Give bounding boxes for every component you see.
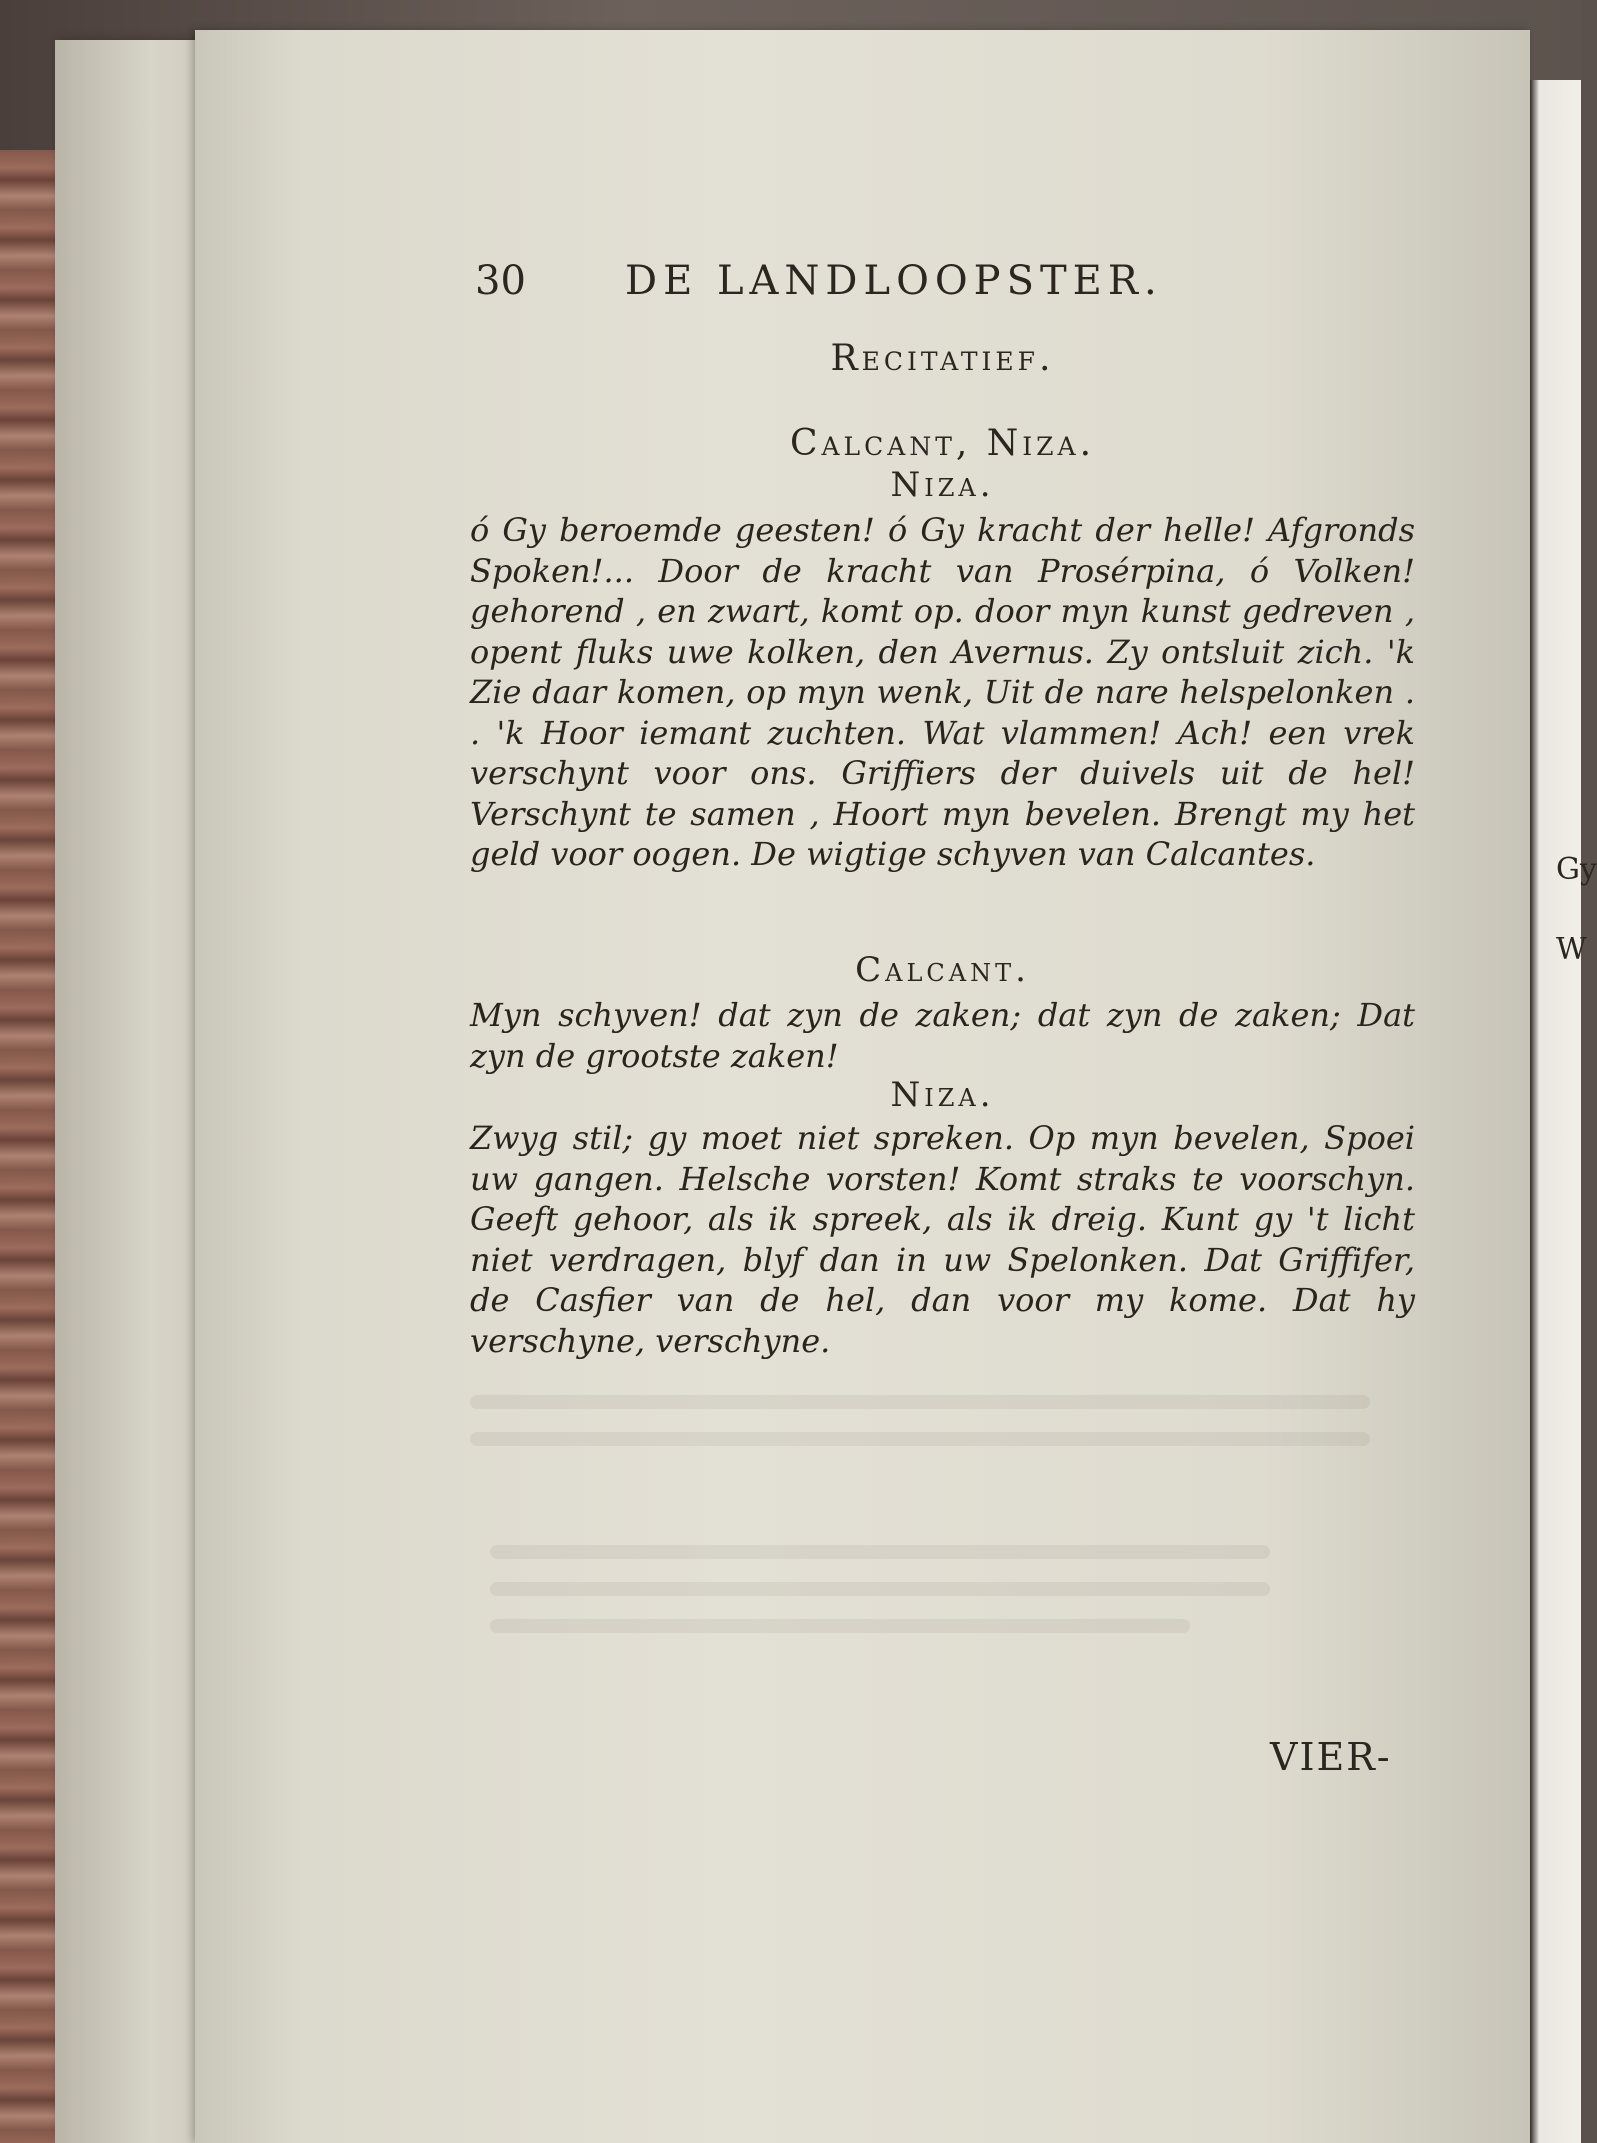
show-through-line: [490, 1619, 1190, 1633]
show-through-line: [470, 1432, 1370, 1446]
show-through-line: [490, 1545, 1270, 1559]
speaker-heading: Calcant.: [855, 950, 1030, 990]
speaker-heading: Niza.: [890, 1075, 995, 1115]
speech-text: Zwyg stil; gy moet niet spreken. Op myn bevelen, Spoei uw gangen. Helsche vorsten! Komt straks te voorschyn. Geeft gehoor, als ik spreek, als ik dreig. Kunt gy 't licht niet verdragen, blyf dan in uw Spelonken. Dat Griffifer, de Casfier van de hel, dan voor my kome. Dat hy verschyne, verschyne.: [470, 1119, 1415, 1360]
catchword: VIER-: [1270, 1735, 1392, 1779]
show-through-line: [470, 1395, 1370, 1409]
speech-text: Myn schyven! dat zyn de zaken; dat zyn de zaken; Dat zyn de grootste zaken!: [470, 996, 1415, 1075]
recitative-heading: Recitatief.: [830, 338, 1055, 379]
speaker-heading: Niza.: [890, 465, 995, 505]
characters-heading: Calcant, Niza.: [789, 423, 1096, 464]
page-number: 30: [475, 258, 526, 304]
show-through-line: [490, 1582, 1270, 1596]
flyleaf-edge: [55, 40, 215, 2143]
facing-page-edge: [1530, 80, 1597, 2143]
facing-page-glyph: Gy: [1556, 852, 1597, 887]
running-title: DE LANDLOOPSTER.: [625, 258, 1163, 304]
facing-page-glyph: W: [1556, 932, 1587, 967]
speech-text: ó Gy beroemde geesten! ó Gy kracht der helle! Afgronds Spoken!... Door de kracht van Prosérpina, ó Volken! gehorend , en zwart, komt op. door myn kunst gedreven , opent fluks uwe kolken, den Avernus. Zy ontsluit zich. 'k Zie daar komen, op myn wenk, Uit de nare helspelonken . . 'k Hoor iemant zuchten. Wat vlammen! Ach! een vrek verschynt voor ons. Griffiers der duivels uit de hel! Verschynt te samen , Hoort myn bevelen. Brengt my het geld voor oogen. De wigtige schyven van Calcantes.: [470, 511, 1415, 873]
running-header: [475, 258, 1255, 308]
